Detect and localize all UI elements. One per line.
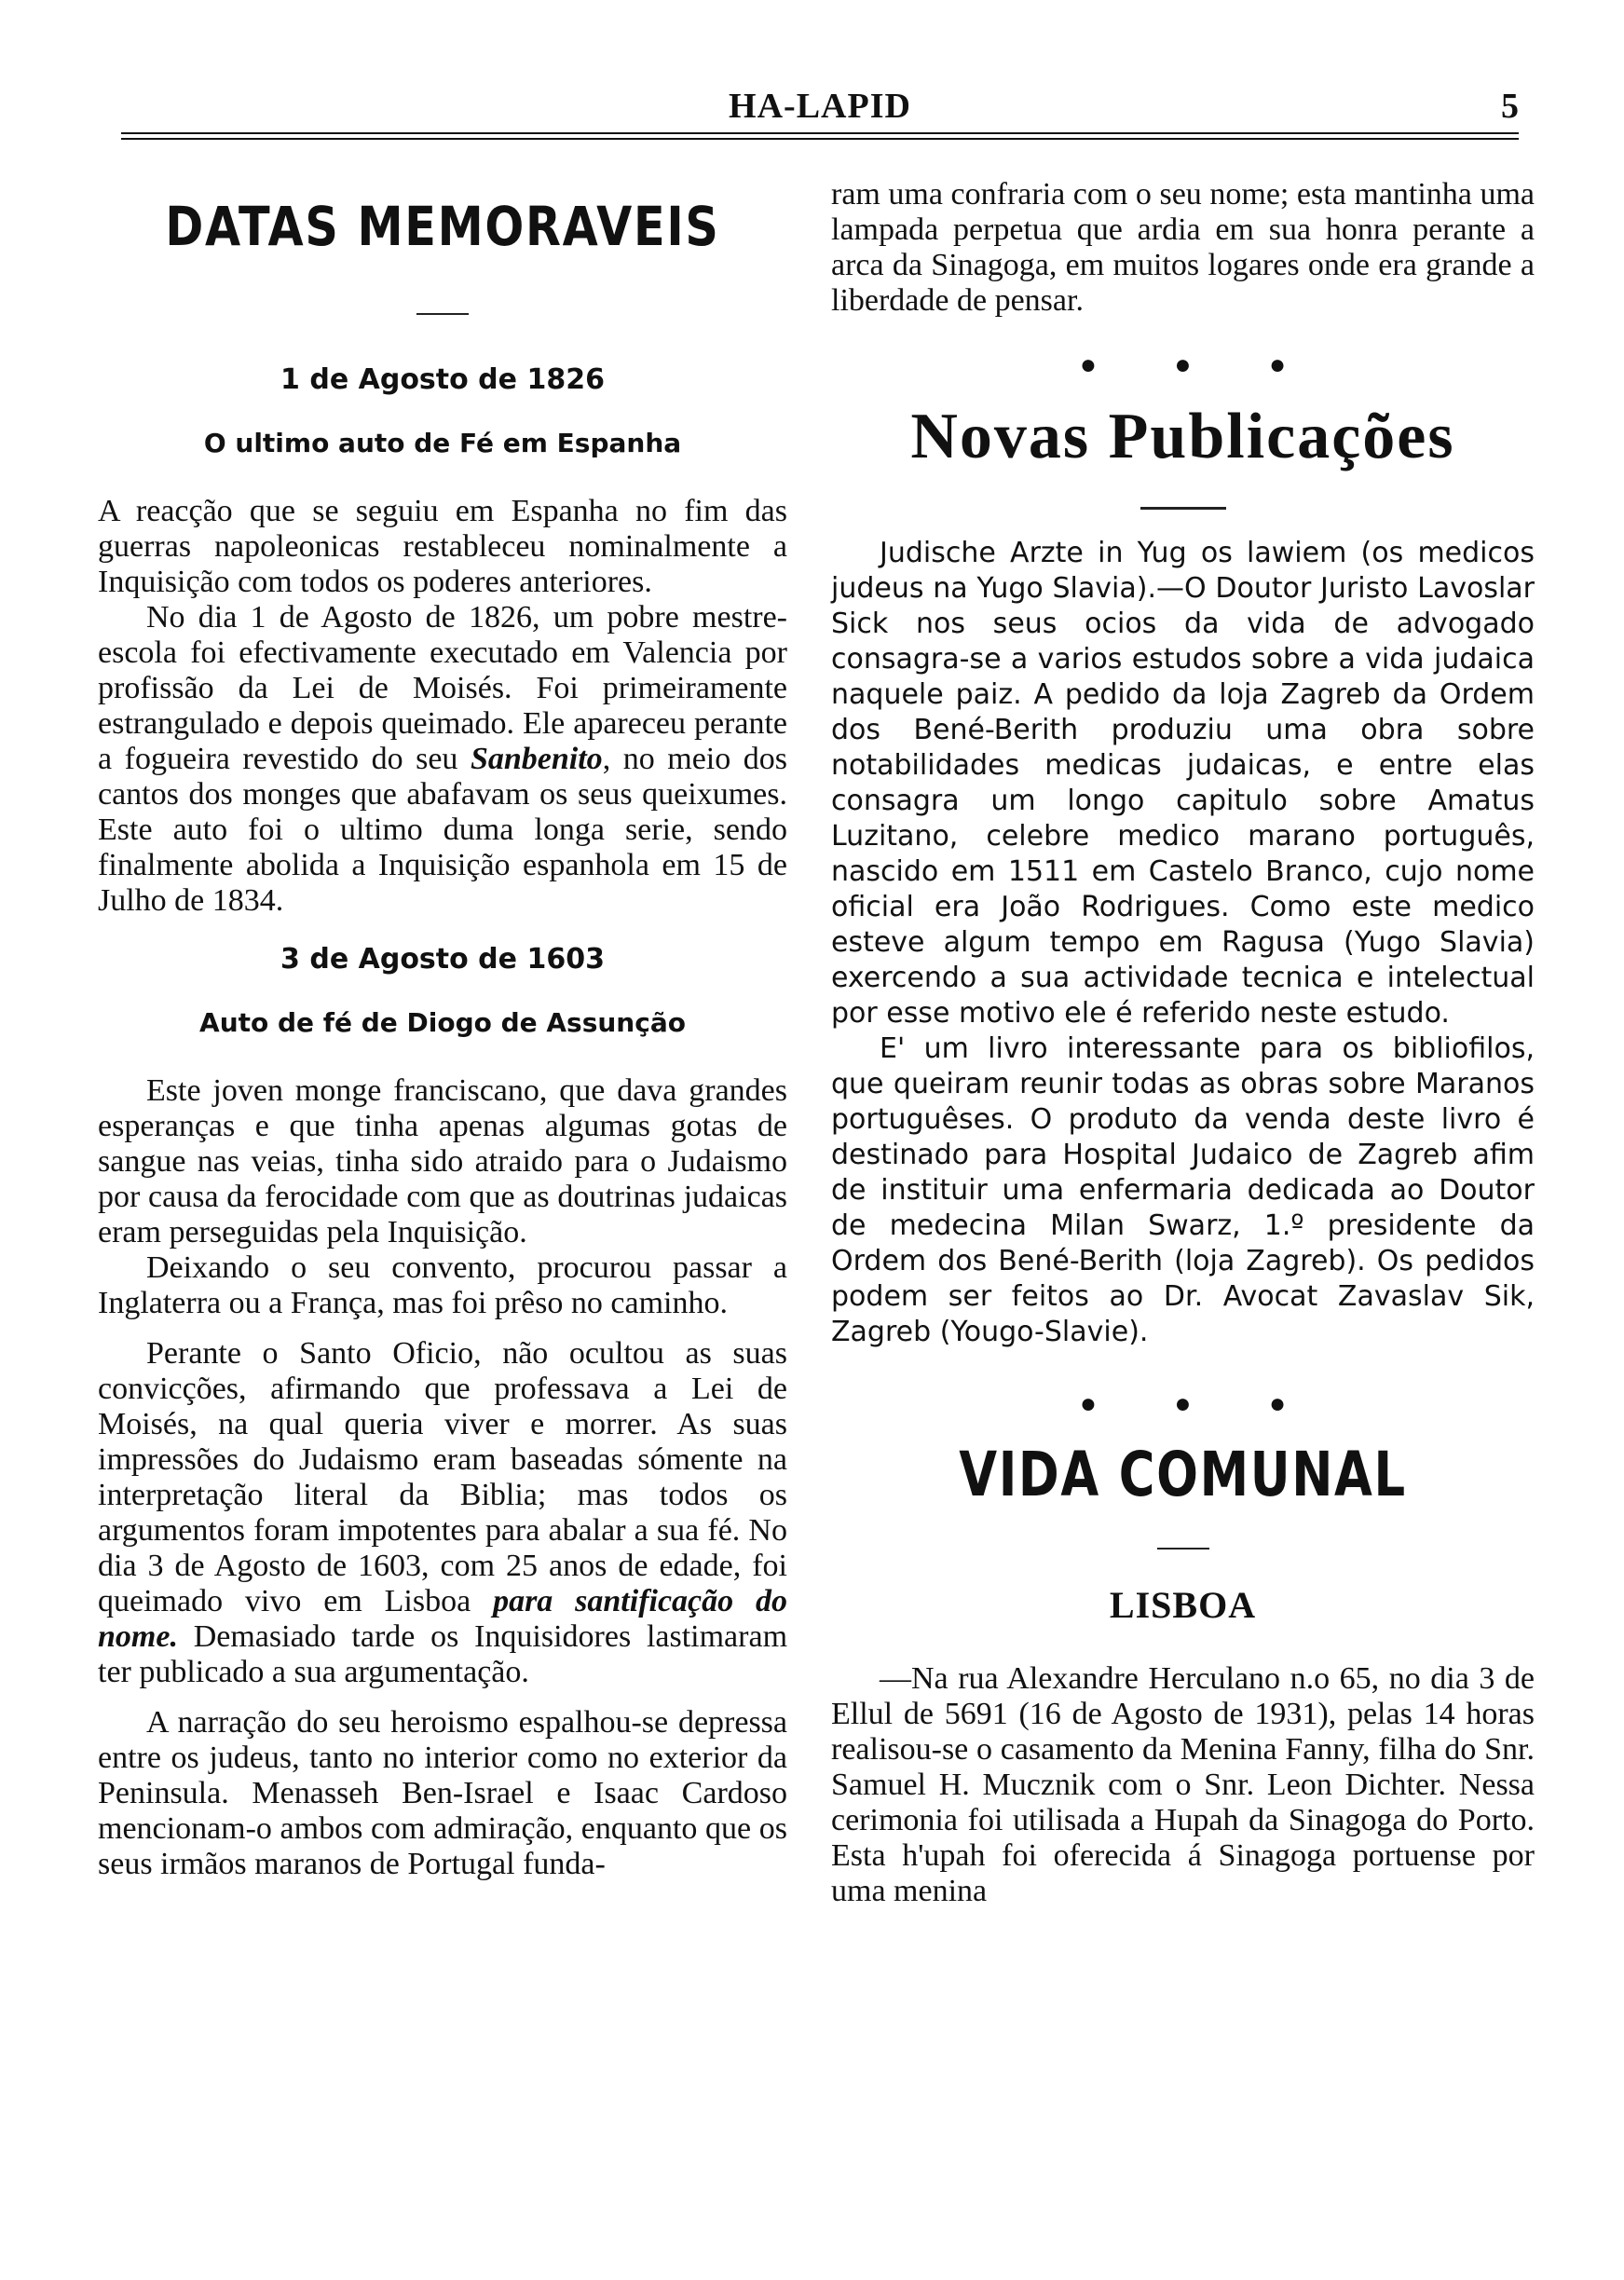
paragraph: E' um livro interessante para os bibliofilos, que queiram reunir todas as obras sobre Maranos portuguêses. O produto da venda deste livro é destinado para Hospital Judaico de Zagreb afim de instituir uma enfermaria dedicada ao Doutor de medecina Milan Swarz, 1.º presidente da Ordem dos Bené-Berith (loja Zagreb). Os pedidos podem ser feitos ao Dr. Avocat Zavaslav Sik, Zagreb (Yougo-Slavie).: [831, 1032, 1535, 1348]
paragraph-text: Demasiado tarde os Inquisidores lastimaram ter publicado a sua argumentação.: [98, 1619, 788, 1689]
paragraph-text: , no meio dos cantos dos monges que abafavam os seus queixumes. Este auto foi o ultimo duma longa serie, sendo finalmente abolida a Inquisição espanhola em 15 de Julho de 1834.: [98, 742, 787, 918]
header-rule: [121, 132, 1519, 134]
paragraph: Este joven monge franciscano, que dava grandes esperanças e que tinha apenas algumas gotas de sangue nas veias, tinha sido atraido para o Judaismo por causa da ferocidade com que as doutrinas judaicas eram perseguidas pela Inquisição.: [98, 1073, 787, 1249]
title-divider: [1157, 1548, 1209, 1550]
entry-subtitle-1826: O ultimo auto de Fé em Espanha: [203, 428, 682, 458]
paragraph: [98, 1336, 787, 1690]
title-divider: [416, 313, 469, 315]
paragraph: A narração do seu heroismo espalhou-se depressa entre os judeus, tanto no interior como no exterior da Peninsula. Menasseh Ben-Israel e Isaac Cardoso mencionam-o ambos com admiração, enquanto que os seus irmãos maranos de Portugal funda-: [98, 1705, 787, 1881]
header-rule-double: [121, 138, 1519, 140]
right-column: [831, 177, 1535, 1909]
paragraph: A reacção que se seguiu em Espanha no fim das guerras napoleonicas restableceu nominalmente a Inquisição com todos os poderes anteriores.: [98, 494, 787, 599]
running-head: [121, 86, 1519, 129]
paragraph: Judische Arzte in Yug os lawiem (os medicos judeus na Yugo Slavia).—O Doutor Juristo Lavoslar Sick nos seus ocios da vida de advogado consagra-se a varios estudos sobre a vida judaica naquele paiz. A pedido da loja Zagreb da Ordem dos Bené-Berith produziu uma obra sobre notabilidades medicas judaicas, e entre elas consagra um longo capitulo sobre Amatus Luzitano, celebre medico marano português, nascido em 1511 em Castelo Branco, cujo nome oficial era João Rodrigues. Como este medico esteve algum tempo em Ragusa (Yugo Slavia) exercendo a sua actividade tecnica e intelectual por esse motivo ele é referido neste estudo.: [831, 537, 1535, 1030]
italic-phrase: para santificação do nome.: [98, 1584, 788, 1654]
page-number: 5: [1501, 87, 1519, 126]
title-divider: [1140, 507, 1226, 510]
journal-name: HA-LAPID: [729, 87, 911, 126]
section-title-vida-comunal: VIDA COMUNAL: [959, 1439, 1407, 1510]
italic-term: Sanbenito: [470, 742, 603, 776]
subsection-title-lisboa: LISBOA: [1109, 1584, 1257, 1626]
entry-subtitle-1603: Auto de fé de Diogo de Assunção: [199, 1007, 686, 1038]
section-separator-bullets: ● ● ●: [1079, 1388, 1322, 1419]
section-title-datas-memoraveis: DATAS MEMORAVEIS: [165, 195, 720, 258]
paragraph: —Na rua Alexandre Herculano n.o 65, no dia 3 de Ellul de 5691 (16 de Agosto de 1931), pelas 14 horas realisou-se o casamento da Menina Fanny, filha do Snr. Samuel H. Mucznik com o Snr. Leon Dichter. Nessa cerimonia foi utilisada a Hupah da Sinagoga do Porto. Esta h'upah foi oferecida á Sinagoga portuense por uma menina: [831, 1661, 1535, 1908]
paragraph: Deixando o seu convento, procurou passar a Inglaterra ou a França, mas foi prêso no caminho.: [98, 1250, 787, 1320]
entry-date-1603: 3 de Agosto de 1603: [280, 943, 605, 976]
section-title-novas-publicacoes: Novas Publicações: [910, 401, 1455, 472]
paragraph-text: No dia 1 de Agosto de 1826, um pobre mestre-escola foi efectivamente executado em Valencia por profissão da Lei de Moisés. Foi primeiramente estrangulado e depois queimado. Ele apareceu perante a fogueira revestido do seu: [98, 600, 787, 776]
left-column: [98, 177, 787, 1882]
section-separator-bullets: ● ● ●: [1079, 349, 1322, 380]
entry-date-1826: 1 de Agosto de 1826: [280, 363, 605, 396]
paragraph-text: Perante o Santo Oficio, não ocultou as suas convicções, afirmando que professava a Lei de Moisés, na qual queria viver e morrer. As suas impressões do Judaismo eram baseadas sómente na interpretação literal da Biblia; mas todos os argumentos foram impotentes para abalar a sua fé. No dia 3 de Agosto de 1603, com 25 anos de edade, foi queimado vivo em Lisboa: [98, 1336, 787, 1618]
continuation-paragraph: ram uma confraria com o seu nome; esta mantinha uma lampada perpetua que ardia em sua honra perante a arca da Sinagoga, em muitos logares onde era grande a liberdade de pensar.: [831, 177, 1535, 318]
paragraph: [98, 600, 787, 919]
